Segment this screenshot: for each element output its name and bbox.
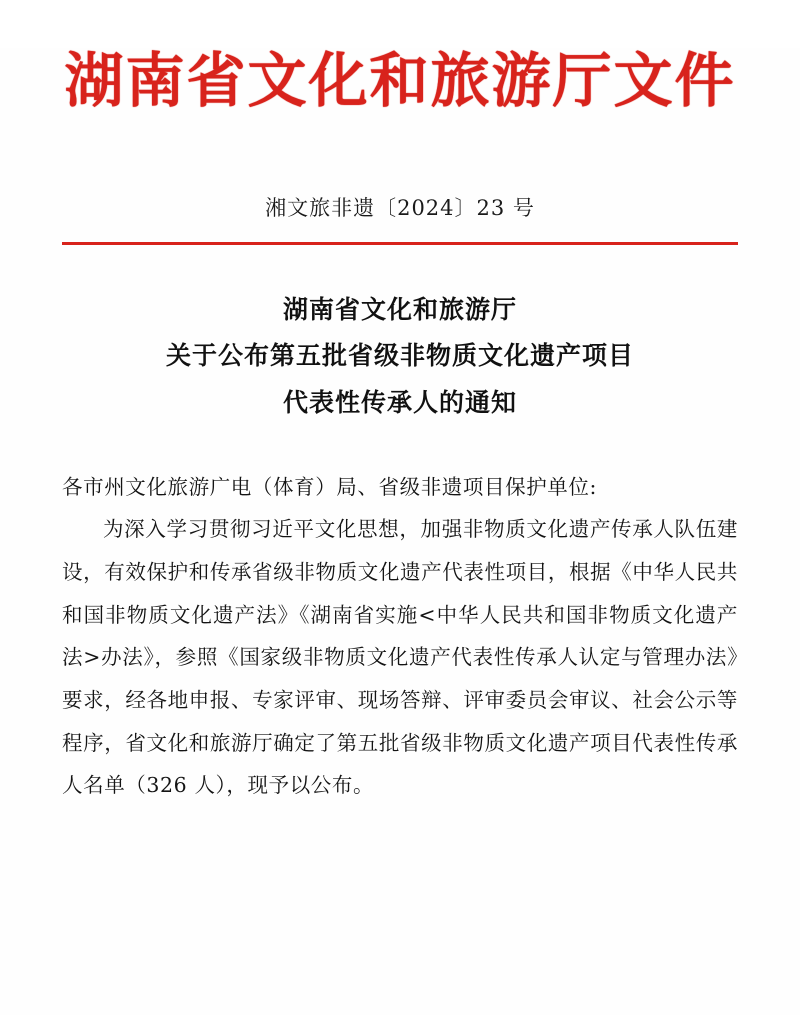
title-line-2: 关于公布第五批省级非物质文化遗产项目 [165,341,634,371]
document-body [62,466,738,807]
title-line-3: 代表性传承人的通知 [282,387,517,417]
body-paragraph-1: 为深入学习贯彻习近平文化思想，加强非物质文化遗产传承人队伍建设，有效保护和传承省级非物质文化遗产代表性项目，根据《中华人民共和国非物质文化遗产法》《湖南省实施<中华人民共和国非物质文化遗产法>办法》，参照《国家级非物质文化遗产代表性传承人认定与管理办法》要求，经各地申报、专家评审、现场答辩、评审委员会审议、社会公示等程序，省文化和旅游厅确定了第五批省级非物质文化遗产项目代表性传承人名单（326 人），现予以公布。 [62,517,738,798]
title-line-1: 湖南省文化和旅游厅 [282,295,517,325]
document-masthead: 湖南省文化和旅游厅文件 [64,46,736,115]
red-divider-rule [62,242,738,245]
document-title [62,287,738,426]
document-number: 湘文旅非遗〔2024〕23 号 [265,196,535,221]
document-salutation: 各市州文化旅游广电（体育）局、省级非遗项目保护单位: [62,474,598,499]
document-page [0,48,800,1015]
